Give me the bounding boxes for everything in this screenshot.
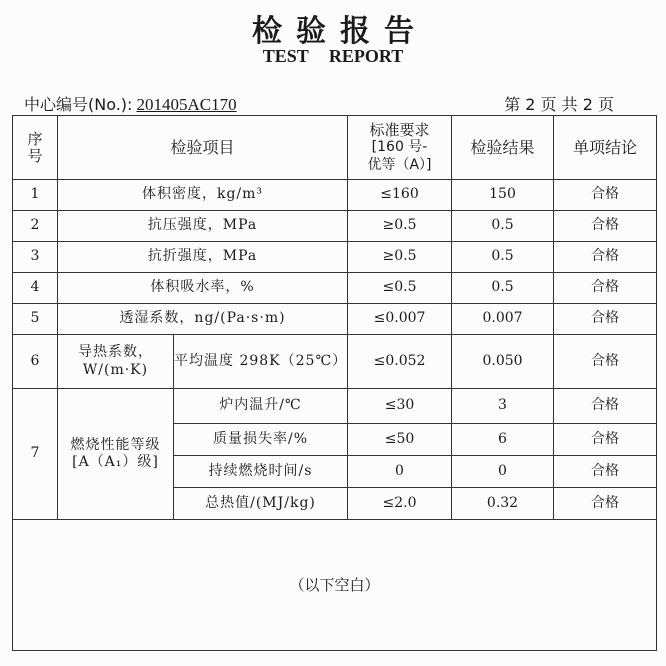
row-conclusion: 合格	[554, 488, 657, 520]
center-number-value: 201405AC170	[136, 95, 237, 114]
page-info: 第 2 页 共 2 页	[504, 95, 614, 114]
row-conclusion: 合格	[554, 304, 657, 335]
row-item: 抗压强度，MPa	[58, 211, 348, 242]
row-no: 7	[13, 389, 58, 520]
table-row	[13, 304, 657, 335]
row-no: 3	[13, 242, 58, 273]
header-standard-line3: 优等（A）]	[367, 156, 432, 173]
header-item: 检验项目	[58, 116, 348, 180]
row-conclusion: 合格	[554, 424, 657, 456]
row-standard: 0	[348, 456, 452, 488]
row-conclusion: 合格	[554, 273, 657, 304]
header-result: 检验结果	[452, 116, 554, 180]
row-group	[58, 389, 174, 520]
row-result: 0	[452, 456, 554, 488]
center-number-label: 中心编号(No.):	[24, 95, 133, 114]
blank-row	[13, 520, 657, 651]
row-standard: ≤30	[348, 389, 452, 424]
row-result: 150	[452, 180, 554, 211]
row-group-line2: W/(m·K)	[82, 361, 149, 378]
report-title-cn: 检验报告	[252, 14, 428, 49]
row-result: 6	[452, 424, 554, 456]
table-row	[13, 273, 657, 304]
row-item: 持续燃烧时间/s	[174, 456, 348, 488]
table-row	[13, 335, 657, 389]
row-item: 体积密度，kg/m³	[58, 180, 348, 211]
row-item: 透湿系数，ng/(Pa·s·m)	[58, 304, 348, 335]
header-standard	[348, 116, 452, 180]
row-conclusion: 合格	[554, 389, 657, 424]
row-standard: ≤50	[348, 424, 452, 456]
row-result: 0.5	[452, 273, 554, 304]
test-report-table	[12, 115, 657, 651]
row-conclusion: 合格	[554, 335, 657, 389]
row-standard: ≤0.007	[348, 304, 452, 335]
blank-note: （以下空白）	[13, 520, 657, 651]
row-result: 0.5	[452, 211, 554, 242]
row-result: 0.5	[452, 242, 554, 273]
row-standard: ≥0.5	[348, 242, 452, 273]
header-standard-line1: 标准要求	[369, 120, 430, 139]
row-standard: ≥0.5	[348, 211, 452, 242]
table-row	[13, 211, 657, 242]
row-no: 6	[13, 335, 58, 389]
table-header-row	[13, 116, 657, 180]
row-item: 抗折强度，MPa	[58, 242, 348, 273]
row-item: 体积吸水率，%	[58, 273, 348, 304]
row-result: 3	[452, 389, 554, 424]
center-number	[24, 92, 237, 115]
row-standard: ≤0.5	[348, 273, 452, 304]
row-no: 1	[13, 180, 58, 211]
header-seq: 序号	[13, 116, 58, 180]
row-conclusion: 合格	[554, 242, 657, 273]
row-item: 总热值/(MJ/kg)	[174, 488, 348, 520]
row-standard: ≤2.0	[348, 488, 452, 520]
row-result: 0.32	[452, 488, 554, 520]
row-no: 5	[13, 304, 58, 335]
header-standard-line2: [160 号-	[371, 139, 428, 156]
row-result: 0.007	[452, 304, 554, 335]
table-row	[13, 389, 657, 424]
row-item: 平均温度 298K（25℃）	[174, 335, 348, 389]
row-conclusion: 合格	[554, 180, 657, 211]
row-no: 2	[13, 211, 58, 242]
row-standard: ≤160	[348, 180, 452, 211]
row-standard: ≤0.052	[348, 335, 452, 389]
row-group-line2: [A（A₁）级]	[72, 454, 159, 470]
table-row	[13, 180, 657, 211]
row-item: 炉内温升/℃	[174, 389, 348, 424]
row-group-line1: 导热系数，	[78, 344, 153, 360]
row-item: 质量损失率/%	[174, 424, 348, 456]
header-conclusion: 单项结论	[554, 116, 657, 180]
row-result: 0.050	[452, 335, 554, 389]
row-no: 4	[13, 273, 58, 304]
table-row	[13, 242, 657, 273]
row-conclusion: 合格	[554, 456, 657, 488]
row-group-line1: 燃烧性能等级	[70, 436, 161, 453]
row-group	[58, 335, 174, 389]
row-conclusion: 合格	[554, 211, 657, 242]
report-title-en: TEST REPORT	[262, 46, 404, 66]
